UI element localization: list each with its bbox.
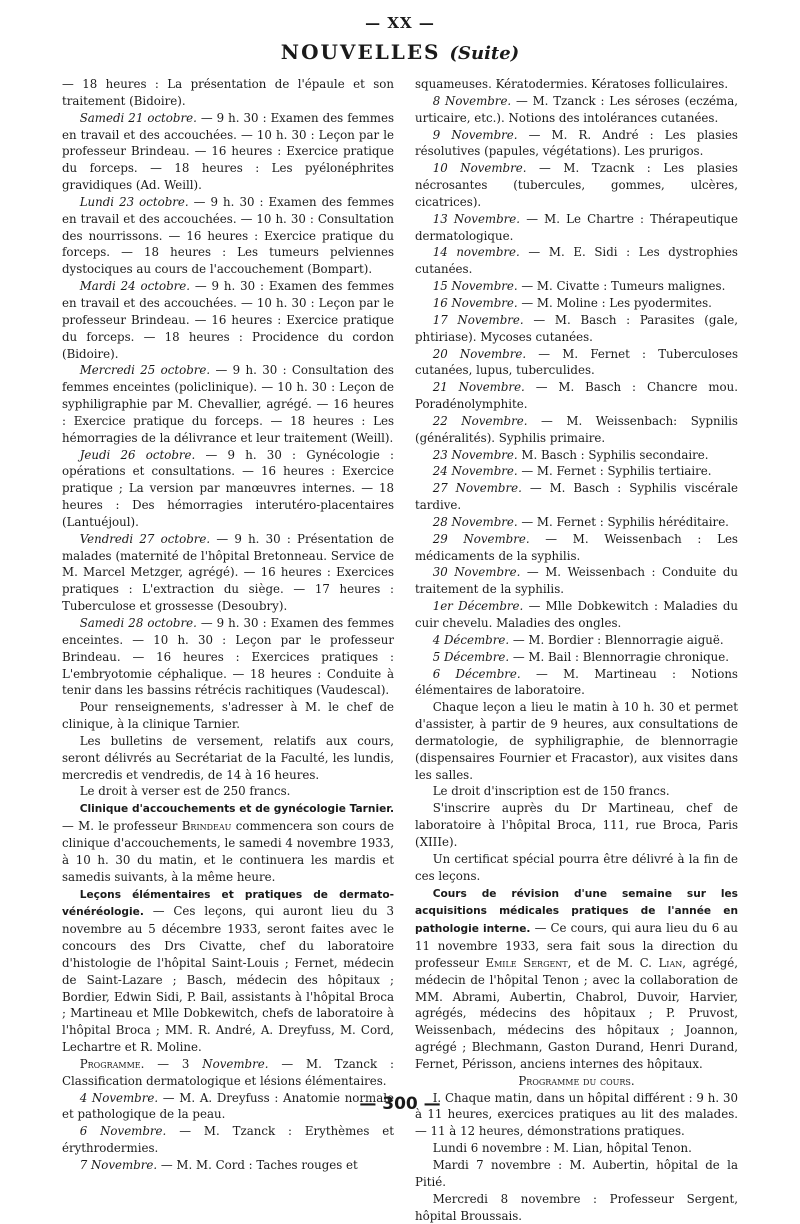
entry-text: — M. R. André : Les plasies résolutives (papules, végétations). Les prurigos. <box>415 127 738 159</box>
schedule-entry <box>415 295 738 312</box>
announcement-tarnier <box>62 800 394 885</box>
entry-text: — 9 h. 30 : Examen des femmes en travail et des accouchées. — 10 h. 30 : Leçon par le professeur Brindeau. — 16 heures : Exercice pratique du forceps. — 18 heures : Procidence du cordon (Bidoire). <box>62 279 395 361</box>
entry-date: Vendredi 27 octobre. <box>79 531 211 546</box>
entry-text: — M. Basch : Syphilis viscérale tardive. <box>415 481 738 513</box>
schedule-entry <box>415 531 738 565</box>
entry-text: — M. Basch : Chancre mou. Poradénolymphite. <box>415 380 738 412</box>
entry-text: — M. Fernet : Syphilis tertiaire. <box>517 464 712 479</box>
schedule-entry <box>415 93 738 127</box>
entry-date: 28 Novembre. <box>432 514 518 529</box>
schedule-entry <box>415 480 738 514</box>
paragraph: squameuses. Kératodermies. Kératoses folliculaires. <box>415 77 729 91</box>
programme-heading: Programme du cours. <box>518 1073 635 1088</box>
announcement-text: — M. le professeur <box>62 819 182 834</box>
schedule-entry <box>62 362 394 446</box>
paragraph: Les bulletins de versement, relatifs aux cours, seront délivrés au Secrétariat de la Faculté, les lundis, mercredis et vendredis, de 14 à 16 heures. <box>62 733 394 782</box>
entry-text: — M. Bail : Blennorragie chronique. <box>509 649 729 664</box>
schedule-entry <box>62 1056 394 1090</box>
schedule-entry <box>62 194 394 278</box>
schedule-entry <box>415 278 738 295</box>
paragraph: S'inscrire auprès du Dr Martineau, chef de laboratoire à l'hôpital Broca, 111, rue Broca, Paris (XIIIe). <box>415 801 738 849</box>
entry-text: — 9 h. 30 : Examen des femmes enceintes. — 10 h. 30 : Leçon par le professeur Brindeau. — 16 heures : Exercices pratiques : L'embryotomie céphalique. — 18 heures : Conduite à tenir dans les bassins rétrécis rachitiques (Vaudescal). <box>62 616 395 698</box>
right-column <box>415 76 738 1224</box>
entry-date: Samedi 21 octobre. <box>79 110 197 125</box>
entry-date: 1er Décembre. <box>432 599 524 614</box>
entry-date: 29 Novembre. <box>432 531 530 546</box>
programme-label: Programme. <box>79 1056 145 1071</box>
entry-text: — M. Tzanck : Erythèmes et érythrodermies. <box>62 1124 395 1156</box>
paragraph: — 18 heures : La présentation de l'épaule et son traitement (Bidoire). <box>62 77 394 108</box>
schedule-entry <box>415 379 738 413</box>
entry-text: — M. Basch : Parasites (gale, phtiriase). Mycoses cutanées. <box>415 312 738 344</box>
entry-text: — 9 h. 30 : Gynécologie : opérations et consultations. — 16 heures : Exercice pratique ; La version par manœuvres internes. — 18 heures : Des hémorragies interutéro-placentaires (Lantuéjoul). <box>62 447 395 529</box>
entry-text: — M. Fernet : Syphilis héréditaire. <box>517 514 729 529</box>
entry-date: 6 Décembre. <box>432 666 521 681</box>
page-header-roman: — XX — <box>365 14 435 32</box>
schedule-entry <box>415 346 738 380</box>
entry-date: 14 novembre. <box>432 245 520 260</box>
announcement-text: commencera son cours de clinique d'accouchements, le samedi 4 novembre 1933, à 10 h. 30 du matin, et le continuera les mardis et samedis suivants, à la même heure. <box>62 819 394 884</box>
entry-date: Novembre. <box>202 1056 269 1071</box>
entry-date: 4 Novembre. <box>79 1090 159 1105</box>
announcement-title: Cours de révision d'une semaine sur les acquisitions médicales pratiques de l'année en pathologie interne. <box>415 887 738 936</box>
schedule-entry <box>415 127 738 161</box>
paragraph: Le droit à verser est de 250 francs. <box>79 784 291 799</box>
entry-text: — 3 <box>144 1056 203 1071</box>
schedule-entry <box>62 1157 394 1174</box>
announcement-title: Leçons élémentaires et pratiques de dermato-vénéréologie. <box>62 888 394 919</box>
person-name: Brindeau <box>181 819 232 834</box>
entry-date: 6 Novembre. <box>79 1124 167 1139</box>
announcement-dermato <box>62 886 394 1056</box>
schedule-entry <box>415 211 738 245</box>
entry-text: — M. Weissenbach: Sypnilis (généralités). Syphilis primaire. <box>415 413 738 445</box>
entry-text: — M. M. Cord : Taches rouges et <box>157 1158 358 1172</box>
entry-text: — M. Moline : Les pyodermites. <box>517 295 712 310</box>
schedule-entry <box>415 160 738 211</box>
person-name: Emile Sergent <box>485 955 568 970</box>
schedule-entry <box>415 632 738 649</box>
announcement-text: , et de M. C. <box>567 955 659 970</box>
schedule-entry: Lundi 6 novembre : M. Lian, hôpital Tenon. <box>432 1141 692 1156</box>
entry-text: M. Basch : Syphilis secondaire. <box>517 447 709 462</box>
schedule-entry <box>415 564 738 598</box>
entry-date: 22 Novembre. <box>432 413 528 428</box>
schedule-entry <box>62 110 394 194</box>
entry-date: 5 Décembre. <box>432 649 510 664</box>
left-column <box>62 76 394 1174</box>
paragraph: Pour renseignements, s'adresser à M. le chef de clinique, à la clinique Tarnier. <box>62 700 394 732</box>
entry-date: 16 Novembre. <box>432 295 518 310</box>
schedule-entry <box>415 666 738 700</box>
entry-text: — M. Weissenbach : Les médicaments de la syphilis. <box>415 531 738 563</box>
schedule-entry <box>415 413 738 447</box>
entry-date: 13 Novembre. <box>432 211 521 226</box>
schedule-entry <box>415 312 738 346</box>
announcement-text: , agrégé, médecin de l'hôpital Tenon ; avec la collaboration de MM. Abrami, Aubertin, Chabrol, Duvoir, Harvier, agrégés, médecins des hôpitaux ; P. Pruvost, Weissenbach, médecins des hôpitaux ; Joannon, agrégé ; Blechmann, Gaston Durand, Henri Durand, Fernet, Périsson, anciens internes des hôpitaux. <box>415 955 738 1071</box>
person-name: Lian <box>658 955 683 970</box>
announcement-revision <box>415 885 738 1073</box>
entry-text: — 9 h. 30 : Consultation des femmes enceintes (policlinique). — 10 h. 30 : Leçon de syphiligraphie par M. Chevallier, agrégé. — 16 heures : Exercice pratique du forceps. — 18 heures : Les hémorragies de la délivrance et leur traitement (Weill). <box>62 363 394 445</box>
announcement-text: — Ces leçons, qui auront lieu du 3 novembre au 5 décembre 1933, seront faites avec le concours des Drs Civatte, chef du laboratoire d'histologie de l'hôpital Saint-Louis ; Fernet, médecin de Saint-Lazare ; Basch, médecin des hôpitaux ; Bordier, Edwin Sidi, P. Bail, assistants à l'hôpital Broca ; Martineau et Mlle Dobkewitch, chefs de laboratoire à l'hôpital Broca ; MM. R. André, A. Dreyfuss, M. Cord, Lechartre et R. Moline. <box>62 904 394 1055</box>
announcement-title: Clinique d'accouchements et de gynécologie Tarnier. <box>79 803 394 816</box>
entry-text: — M. Civatte : Tumeurs malignes. <box>517 279 726 294</box>
entry-text: — M. Fernet : Tuberculoses cutanées, lupus, tuberculides. <box>415 346 738 378</box>
schedule-entry <box>415 447 738 464</box>
entry-date: 15 Novembre. <box>432 279 518 294</box>
page-number: — 300 — <box>359 1094 441 1114</box>
entry-date: 4 Décembre. <box>432 632 510 647</box>
entry-text: — M. Tzanck : Classification dermatologique et lésions élémentaires. <box>62 1056 394 1088</box>
entry-date: Samedi 28 octobre. <box>79 616 197 630</box>
entry-date: 9 Novembre. <box>432 127 518 142</box>
entry-text: — Mlle Dobkewitch : Maladies du cuir chevelu. Maladies des ongles. <box>415 599 738 630</box>
entry-date: Jeudi 26 octobre. <box>79 447 196 462</box>
schedule-entry <box>415 649 738 666</box>
page-title-suite: (Suite) <box>449 43 520 64</box>
entry-date: 21 Novembre. <box>432 380 525 395</box>
entry-text: — M. Tzanck : Les séroses (eczéma, urticaire, etc.). Notions des intolérances cutanées. <box>415 93 738 125</box>
schedule-entry <box>62 615 394 699</box>
entry-text: — M. Bordier : Blennorragie aiguë. <box>509 632 724 647</box>
entry-date: 7 Novembre. <box>79 1158 158 1172</box>
schedule-entry <box>62 531 394 615</box>
entry-date: 27 Novembre. <box>432 481 522 496</box>
schedule-entry <box>62 1123 394 1157</box>
entry-date: 30 Novembre. <box>432 565 521 580</box>
entry-date: Mercredi 25 octobre. <box>79 363 211 378</box>
schedule-entry <box>415 463 738 480</box>
entry-date: 24 Novembre. <box>432 464 518 479</box>
entry-date: 20 Novembre. <box>432 346 527 361</box>
schedule-entry: Mercredi 8 novembre : Professeur Sergent, hôpital Broussais. <box>415 1191 738 1223</box>
entry-text: — M. Weissenbach : Conduite du traitement de la syphilis. <box>415 565 739 597</box>
entry-text: — M. Le Chartre : Thérapeutique dermatologique. <box>415 211 738 243</box>
page-title <box>0 40 800 64</box>
paragraph: Le droit d'inscription est de 150 francs. <box>432 784 670 799</box>
entry-date: 10 Novembre. <box>432 161 527 176</box>
entry-date: Lundi 23 octobre. <box>79 194 189 209</box>
entry-text: — 9 h. 30 : Examen des femmes en travail et des accouchées. — 10 h. 30 : Consultation des nourrissons. — 16 heures : Exercice pratique du forceps. — 18 heures : Les tumeurs pelviennes dystociques au cours de l'accouchement (Bompart). <box>62 194 395 277</box>
entry-text: — 9 h. 30 : Présentation de malades (maternité de l'hôpital Bretonneau. Service de M. Marcel Metzger, agrégé). — 16 heures : Exercices pratiques : L'extraction du siège. — 17 heures : Tuberculose et grossesse (Desoubry). <box>62 531 394 614</box>
schedule-entry <box>415 598 738 632</box>
schedule-entry <box>415 244 738 278</box>
schedule-entry: Mardi 7 novembre : M. Aubertin, hôpital de la Pitié. <box>415 1158 738 1189</box>
schedule-entry <box>62 447 394 531</box>
paragraph: Un certificat spécial pourra être délivré à la fin de ces leçons. <box>415 851 738 883</box>
entry-text: — M. Tzacnk : Les plasies nécrosantes (tubercules, gommes, ulcères, cicatrices). <box>415 161 738 209</box>
entry-text: — M. E. Sidi : Les dystrophies cutanées. <box>415 245 738 277</box>
schedule-entry <box>415 514 738 531</box>
entry-date: Mardi 24 octobre. <box>79 279 190 294</box>
paragraph: Chaque leçon a lieu le matin à 10 h. 30 et permet d'assister, à partir de 9 heures, aux consultations de dermatologie, de syphiligraphie, de blennorragie (dispensaires Fournier et Fracastor), aux visites dans les salles. <box>415 700 738 782</box>
announcement-text: — Ce cours, qui aura lieu du 6 au 11 novembre 1933, sera fait sous la direction du professeur <box>415 921 738 970</box>
entry-text: — 9 h. 30 : Examen des femmes en travail et des accouchées. — 10 h. 30 : Leçon par le professeur Brindeau. — 16 heures : Exercice pratique du forceps. — 18 heures : Les pyélonéphrites gravidiques (Ad. Weill). <box>62 110 395 193</box>
paragraph: I. Chaque matin, dans un hôpital différent : 9 h. 30 à 11 heures, exercices pratiques au lit des malades. — 11 à 12 heures, démonstrations pratiques. <box>415 1090 738 1139</box>
entry-text: — M. Martineau : Notions élémentaires de laboratoire. <box>415 666 738 698</box>
entry-date: 17 Novembre. <box>432 312 524 327</box>
entry-text: — M. A. Dreyfuss : Anatomie normale et pathologique de la peau. <box>62 1090 395 1122</box>
schedule-entry <box>62 278 394 362</box>
entry-date: 8 Novembre. <box>432 93 512 108</box>
page-title-text: NOUVELLES <box>280 40 441 64</box>
entry-date: 23 Novembre. <box>432 447 518 462</box>
